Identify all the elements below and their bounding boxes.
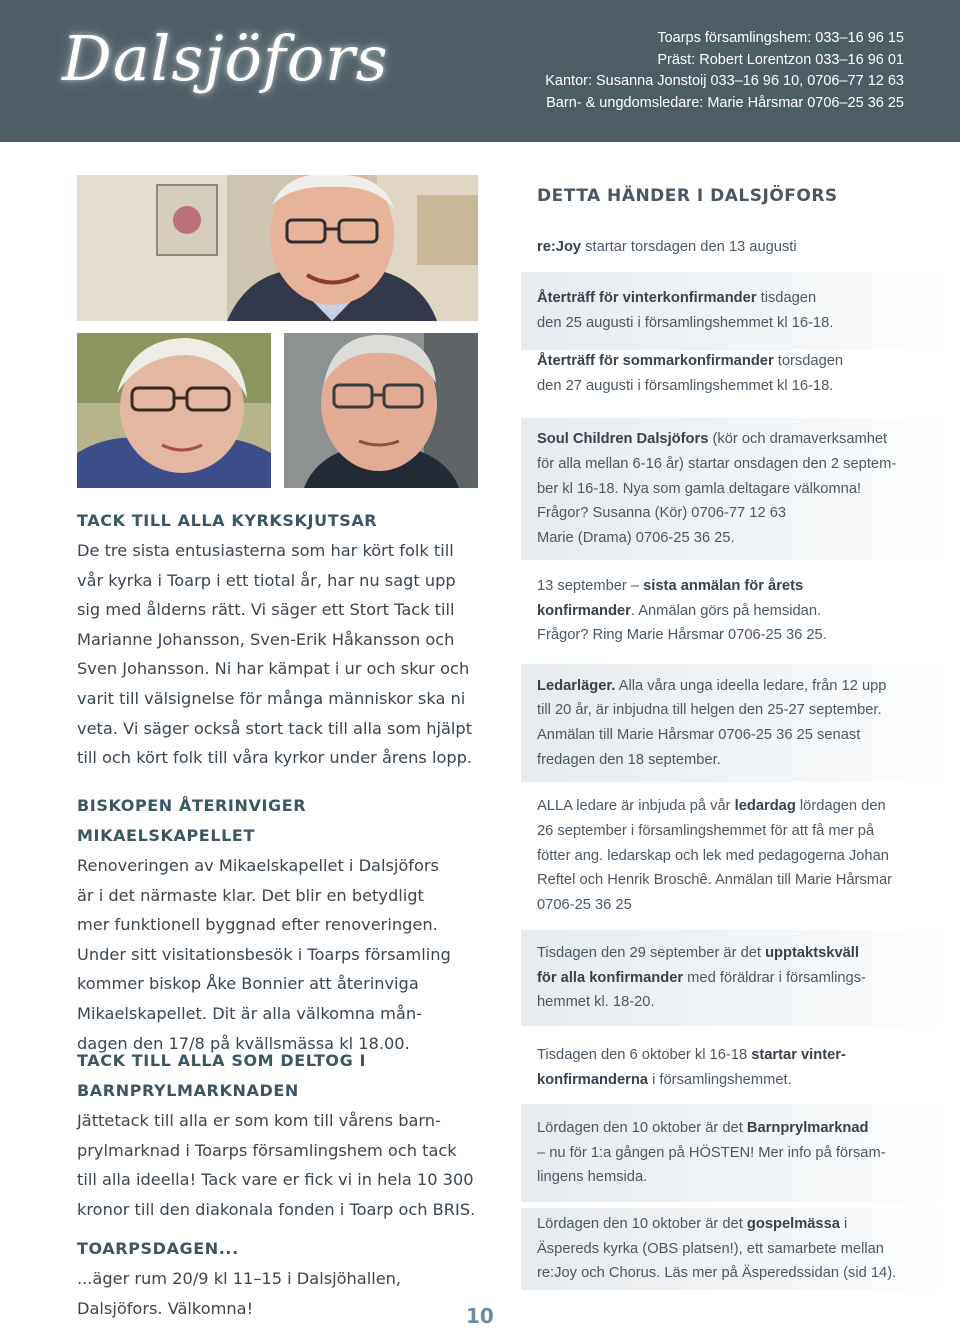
event-text: Anmälan till Marie Hårsmar 0706-25 36 25 senast bbox=[537, 727, 861, 743]
event-text: torsdagen bbox=[773, 352, 844, 369]
event-item bbox=[521, 346, 947, 401]
event-highlight: konfirmander bbox=[537, 602, 631, 619]
article-body: ...äger rum 20/9 kl 11–15 i Dalsjöhallen, Dalsjöfors. Välkomna! bbox=[77, 1269, 402, 1318]
event-text: Marie (Drama) 0706-25 36 25. bbox=[537, 530, 735, 547]
event-item bbox=[521, 664, 947, 782]
article-heading: TACK TILL ALLA SOM DELTOG I BARNPRYLMARKNADEN bbox=[77, 1051, 367, 1100]
contact-line: Barn- & ungdomsledare: Marie Hårsmar 0706–25 36 25 bbox=[546, 94, 904, 111]
event-line bbox=[537, 990, 931, 1015]
event-text: för alla mellan 6-16 år) startar onsdagen den 2 septem- bbox=[537, 455, 897, 472]
event-line bbox=[537, 1116, 931, 1141]
article-body: Jättetack till alla er som kom till vårens barn- prylmarknad i Toarps församlingshem och tack till alla ideella! Tack vare er fick vi in hela 10 300 kronor till den diakonala fonden i Toarp och BRIS. bbox=[77, 1111, 476, 1219]
event-item bbox=[521, 1208, 947, 1290]
event-line bbox=[537, 1212, 931, 1237]
event-line bbox=[537, 966, 931, 991]
event-highlight: Soul Children Dalsjöfors bbox=[537, 431, 709, 448]
event-text: i församlingshemmet. bbox=[648, 1072, 792, 1088]
event-line bbox=[537, 349, 931, 374]
photo-woman bbox=[77, 333, 271, 488]
contact-line: Kantor: Susanna Jonstoij 033–16 96 10, 0706–77 12 63 bbox=[545, 73, 904, 89]
event-line bbox=[537, 374, 931, 399]
event-text: den 25 augusti i församlingshemmet kl 16-18. bbox=[537, 315, 834, 331]
event-line bbox=[537, 1165, 931, 1190]
event-item bbox=[521, 1104, 947, 1202]
event-highlight: Återträff för vinterkonfirmander bbox=[537, 290, 757, 307]
event-line bbox=[537, 748, 931, 773]
event-text: Äspereds kyrka (OBS platsen!), ett samarbete mellan bbox=[537, 1240, 884, 1257]
article-toarpsdagen bbox=[77, 1234, 487, 1323]
event-line bbox=[537, 286, 931, 311]
event-text: Frågor? Ring Marie Hårsmar 0706-25 36 25. bbox=[537, 627, 827, 644]
event-line bbox=[537, 723, 931, 748]
event-line bbox=[537, 452, 931, 477]
event-highlight: startar vinter- bbox=[751, 1047, 846, 1064]
event-item bbox=[521, 930, 947, 1026]
event-line bbox=[537, 427, 931, 452]
event-highlight: re:Joy bbox=[537, 238, 582, 255]
event-line bbox=[537, 501, 931, 526]
article-barnprylmarknaden bbox=[77, 1046, 487, 1224]
section-title: Dalsjöfors bbox=[62, 22, 389, 95]
event-highlight: för alla konfirmander bbox=[537, 969, 684, 986]
event-text: med föräldrar i församlings- bbox=[683, 969, 866, 986]
article-mikaelskapellet bbox=[77, 791, 487, 1058]
event-line bbox=[537, 311, 931, 336]
event-item bbox=[521, 572, 947, 650]
event-text: ALLA ledare är inbjuda på vår bbox=[537, 798, 735, 815]
event-text: den 27 augusti i församlingshemmet kl 16-18. bbox=[537, 377, 834, 394]
page-header bbox=[0, 0, 960, 142]
event-text: (kör och dramaverksamhet bbox=[708, 431, 888, 448]
event-highlight: ledardag bbox=[734, 798, 796, 815]
event-item bbox=[521, 232, 947, 262]
event-text: Alla våra unga ideella ledare, från 12 upp bbox=[615, 677, 887, 694]
event-item bbox=[521, 418, 947, 560]
events-heading: DETTA HÄNDER I DALSJÖFORS bbox=[537, 186, 838, 206]
event-text: . Anmälan görs på hemsidan. bbox=[630, 602, 822, 619]
photo-man-with-glasses bbox=[77, 175, 478, 321]
contact-line: Präst: Robert Lorentzon 033–16 96 01 bbox=[657, 51, 904, 68]
page-number: 10 bbox=[466, 1304, 494, 1328]
event-text: – nu för 1:a gången på HÖSTEN! Mer info på försam- bbox=[537, 1144, 886, 1161]
event-text: i bbox=[839, 1215, 848, 1232]
event-highlight: gospelmässa bbox=[746, 1215, 840, 1232]
event-line bbox=[537, 819, 931, 844]
article-kyrkskjutsar bbox=[77, 506, 487, 773]
event-line bbox=[537, 893, 931, 918]
event-line bbox=[537, 1237, 931, 1262]
event-line bbox=[537, 1141, 931, 1166]
event-text: hemmet kl. 18-20. bbox=[537, 994, 655, 1011]
event-line bbox=[537, 477, 931, 502]
photo-older-man bbox=[284, 333, 478, 488]
article-body: Renoveringen av Mikaelskapellet i Dalsjöfors är i det närmaste klar. Det blir en betydligt mer funktionell byggnad efter renoveringen. Under sitt visitationsbesök i Toarps församling kommer biskop Åke Bonnier att återinviga Mikaelskapellet. Dit är alla välkomna mån- dagen den 17/8 på kvällsmässa kl 18.00. bbox=[77, 856, 451, 1053]
event-highlight: upptaktskväll bbox=[765, 944, 859, 961]
event-text: lördagen den bbox=[795, 798, 886, 815]
event-text: Lördagen den 10 oktober är det bbox=[537, 1119, 747, 1136]
event-text: 13 september – bbox=[537, 577, 644, 594]
event-line bbox=[537, 235, 931, 260]
article-heading: BISKOPEN ÅTERINVIGER MIKAELSKAPELLET bbox=[77, 796, 307, 845]
contact-list bbox=[545, 28, 904, 114]
event-text: Reftel och Henrik Broschê. Anmälan till Marie Hårsmar bbox=[537, 872, 893, 889]
event-line bbox=[537, 526, 931, 551]
event-text: 26 september i församlingshemmet för att få mer på bbox=[537, 822, 875, 839]
event-line bbox=[537, 1068, 931, 1093]
event-line bbox=[537, 623, 931, 648]
event-text: till 20 år, är inbjudna till helgen den 25-27 september. bbox=[537, 702, 882, 719]
event-text: lingens hemsida. bbox=[537, 1169, 648, 1186]
event-line bbox=[537, 1043, 931, 1068]
event-text: startar torsdagen den 13 augusti bbox=[581, 238, 797, 255]
event-text: 0706-25 36 25 bbox=[537, 897, 632, 914]
event-line bbox=[537, 844, 931, 869]
event-text: Tisdagen den 29 september är det bbox=[537, 944, 766, 961]
event-text: tisdagen bbox=[756, 290, 817, 307]
article-heading: TACK TILL ALLA KYRKSKJUTSAR bbox=[77, 511, 378, 530]
event-highlight: sista anmälan för årets bbox=[643, 577, 804, 594]
contact-line: Toarps församlingshem: 033–16 96 15 bbox=[657, 30, 904, 46]
event-text: fredagen den 18 september. bbox=[537, 751, 721, 768]
event-item bbox=[521, 272, 947, 350]
event-line bbox=[537, 868, 931, 893]
event-item bbox=[521, 790, 947, 922]
event-highlight: Ledarläger. bbox=[537, 677, 616, 694]
event-line bbox=[537, 574, 931, 599]
event-line bbox=[537, 794, 931, 819]
event-text: ber kl 16-18. Nya som gamla deltagare välkomna! bbox=[537, 480, 862, 497]
event-text: Lördagen den 10 oktober är det bbox=[537, 1215, 747, 1232]
article-heading: TOARPSDAGEN... bbox=[77, 1239, 239, 1258]
event-text: fötter ang. ledarskap och lek med pedagogerna Johan bbox=[537, 847, 889, 864]
event-line bbox=[537, 1261, 931, 1286]
event-line bbox=[537, 698, 931, 723]
event-text: Tisdagen den 6 oktober kl 16-18 bbox=[537, 1047, 752, 1064]
event-line bbox=[537, 941, 931, 966]
event-text: Frågor? Susanna (Kör) 0706-77 12 63 bbox=[537, 505, 787, 522]
article-body: De tre sista entusiasterna som har kört folk till vår kyrka i Toarp i ett tiotal år, har nu sagt upp sig med ålderns rätt. Vi säger ett Stort Tack till Marianne Johansson, Sven-Erik Håkansson och Sven Johansson. Ni har kämpat i ur och skur och varit till välsignelse för många människor ska ni veta. Vi säger också stort tack till alla som hjälpt till och kört folk till våra kyrkor under årens lopp. bbox=[77, 541, 473, 768]
event-line bbox=[537, 599, 931, 624]
event-highlight: Barnprylmarknad bbox=[746, 1119, 869, 1136]
event-line bbox=[537, 674, 931, 699]
event-text: re:Joy och Chorus. Läs mer på Äsperedssidan (sid 14). bbox=[537, 1265, 897, 1282]
event-item bbox=[521, 1038, 947, 1098]
event-highlight: Återträff för sommarkonfirmander bbox=[537, 352, 774, 369]
event-highlight: konfirmanderna bbox=[537, 1072, 648, 1088]
